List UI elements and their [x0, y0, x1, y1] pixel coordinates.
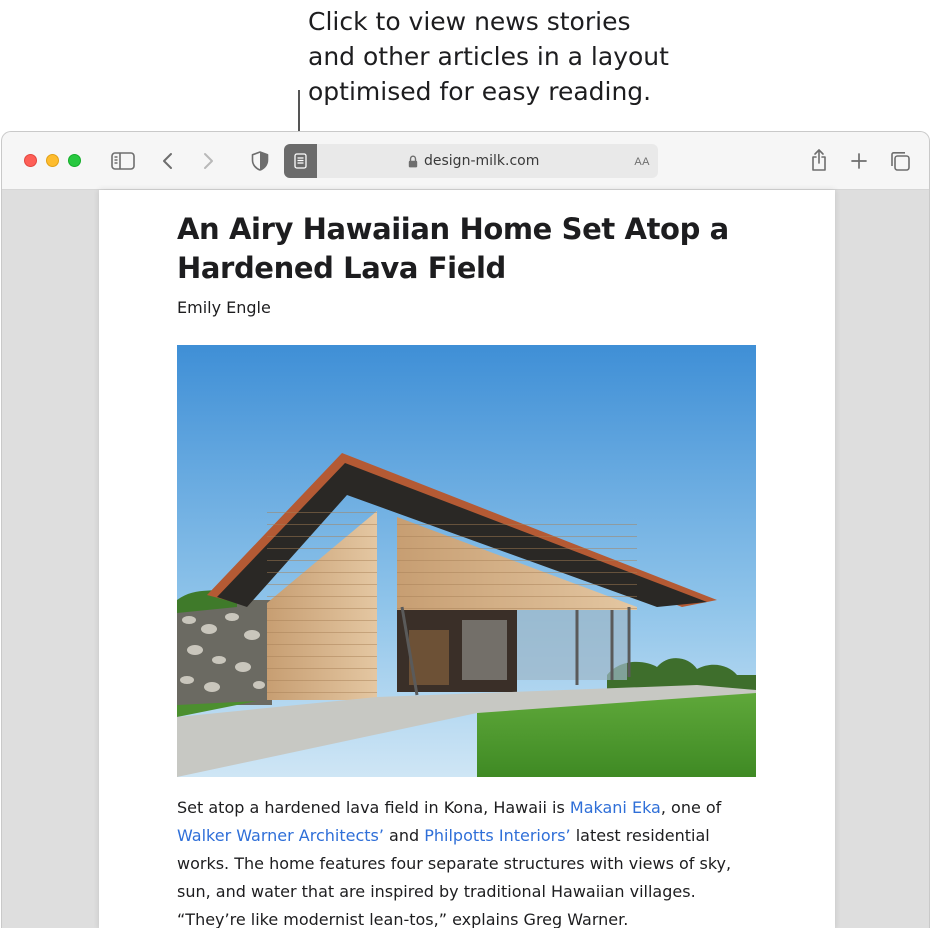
new-tab-button[interactable]	[848, 149, 870, 173]
reader-page	[99, 190, 835, 928]
article-author: Emily Engle	[177, 298, 271, 317]
browser-window	[1, 131, 930, 928]
back-button[interactable]	[158, 150, 178, 172]
callout-text	[308, 4, 728, 109]
address-bar[interactable]	[284, 144, 658, 178]
sidebar-icon	[111, 152, 135, 170]
tab-overview-icon	[889, 150, 911, 172]
reader-view-button[interactable]	[284, 144, 317, 178]
share-icon	[810, 148, 828, 172]
link-philpotts[interactable]: Philpotts Interiors’	[424, 826, 571, 845]
callout-line-1: Click to view news stories	[308, 7, 631, 36]
link-walker-warner[interactable]: Walker Warner Architects’	[177, 826, 384, 845]
article-hero-image	[177, 345, 756, 777]
url-text: design-milk.com	[424, 153, 540, 169]
sidebar-button[interactable]	[110, 150, 136, 172]
house-photo	[177, 345, 756, 777]
body-text-3: and	[383, 826, 425, 845]
zoom-window-button[interactable]	[68, 154, 81, 167]
share-button[interactable]	[808, 147, 830, 173]
article-body	[177, 794, 757, 928]
link-makani-eka[interactable]: Makani Eka	[569, 798, 661, 817]
new-tab-icon	[850, 152, 868, 170]
privacy-shield-icon	[251, 151, 269, 171]
body-text-1: Set atop a hardened lava field in Kona, Hawaii is	[177, 798, 570, 817]
text-size-button[interactable]: AA	[634, 156, 650, 168]
body-text-2: , one of	[660, 798, 722, 817]
minimize-window-button[interactable]	[46, 154, 59, 167]
lock-icon	[408, 155, 418, 168]
forward-button[interactable]	[198, 150, 218, 172]
back-icon	[162, 152, 174, 170]
article-title: An Airy Hawaiian Home Set Atop a Hardened Lava Field	[177, 212, 729, 285]
toolbar	[2, 132, 929, 190]
forward-icon	[202, 152, 214, 170]
privacy-report-button[interactable]	[249, 149, 271, 173]
callout-line-3: optimised for easy reading.	[308, 77, 652, 106]
callout-line-2: and other articles in a layout	[308, 42, 669, 71]
tab-overview-button[interactable]	[888, 149, 912, 173]
page-content-area	[2, 190, 929, 928]
close-window-button[interactable]	[24, 154, 37, 167]
url-display[interactable]	[408, 144, 539, 178]
reader-icon	[294, 153, 307, 169]
body-text-4: latest residential works. The home features four separate structures with views of sky, sun, and water that are inspired by traditional Hawaiian villages. “They’re like modernist lean-tos,” explains Greg Warner.	[177, 826, 732, 928]
